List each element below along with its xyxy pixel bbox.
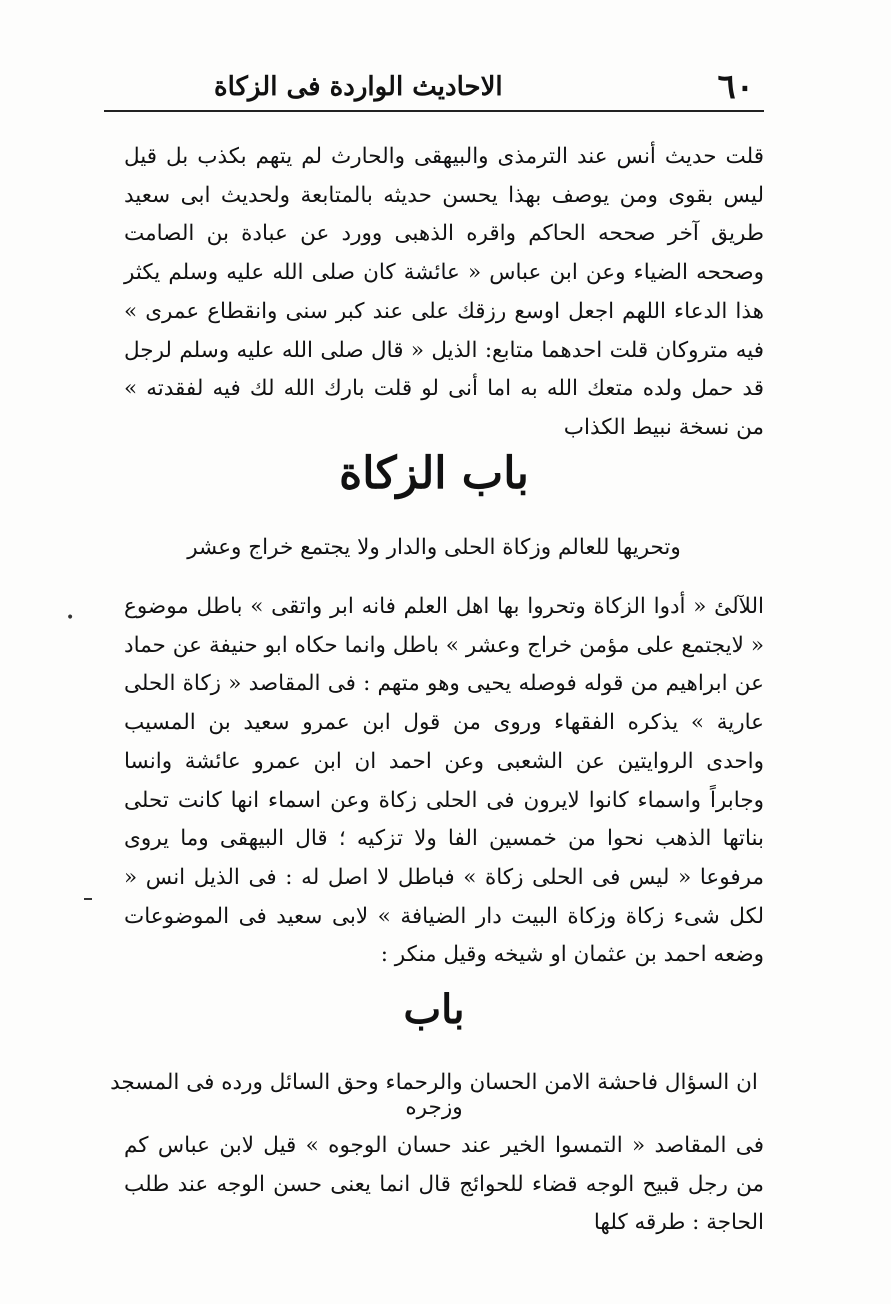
paragraph-1-text: قلت حديث أنس عند الترمذى والبيهقى والحارث لم يتهم بكذب بل قيل ليس بقوى ومن يوصف بهذا يحسن حديثه بالمتابعة ولحديث ابى سعيد طريق آخر صححه الحاكم واقره الذهبى وورد عن عبادة بن الصامت وصححه الضياء وعن ابن عباس « عائشة كان صلى الله عليه وسلم يكثر هذا الدعاء اللهم اجعل اوسع رزقك على عند كبر سنى وانقطاع عمرى » فيه متروكان قلت احدهما متابع: الذيل « قال صلى الله عليه وسلم لرجل قد حمل ولده متعك الله به اما أنى لو قلت بارك الله لك فيه لفقدته » من نسخة نبيط الكذاب xyxy=(124,144,764,440)
paragraph-3-text: فى المقاصد « التمسوا الخير عند حسان الوجوه » قيل لابن عباس كم من رجل قبيح الوجه قضاء للحوائج قال انما يعنى حسن الوجه عند طلب الحاجة : طرقه كلها xyxy=(124,1133,764,1236)
chapter-title-zakat: باب الزكاة xyxy=(339,448,529,499)
page-number: ٦٠ xyxy=(717,67,754,107)
paragraph-3 xyxy=(124,1127,764,1243)
chapter-title-bab: باب xyxy=(403,986,465,1033)
margin-dot-mark: • xyxy=(66,610,75,626)
header-rule xyxy=(104,110,764,112)
margin-dash-mark xyxy=(84,898,92,900)
paragraph-2-text: اللآلئ « أدوا الزكاة وتحروا بها اهل العلم فانه ابر واتقى » باطل موضوع « لايجتمع على مؤمن خراج وعشر » باطل وانما حكاه ابو حنيفة عن حماد عن ابراهيم من قوله فوصله يحيى وهو متهم : فى المقاصد « زكاة الحلى عارية » يذكره الفقهاء وروى من قول ابن عمرو سعيد بن المسيب واحدى الروايتين عن الشعبى وعن احمد ان ابن عمرو عائشة وانسا وجابراً واسماء كانوا لايرون فى الحلى زكاة وعن اسماء انها كانت تحلى بناتها الذهب نحوا من خمسين الفا ولا تزكيه ؛ قال البيهقى وما يروى مرفوعا « ليس فى الحلى زكاة » فباطل لا اصل له : فى الذيل انس « لكل شىء زكاة وزكاة البيت دار الضيافة » لابى سعيد فى الموضوعات وضعه احمد بن عثمان او شيخه وقيل منكر : xyxy=(124,594,764,968)
running-title: الاحاديث الواردة فى الزكاة xyxy=(214,72,503,102)
chapter-subtitle-bab: ان السؤال فاحشة الامن الحسان والرحماء وحق السائل ورده فى المسجد وزجره xyxy=(110,1070,758,1120)
paragraph-2 xyxy=(124,588,764,975)
chapter-subtitle-zakat: وتحريها للعالم وزكاة الحلى والدار ولا يجتمع خراج وعشر xyxy=(187,535,681,560)
page-header xyxy=(104,66,764,108)
paragraph-1 xyxy=(124,138,764,448)
